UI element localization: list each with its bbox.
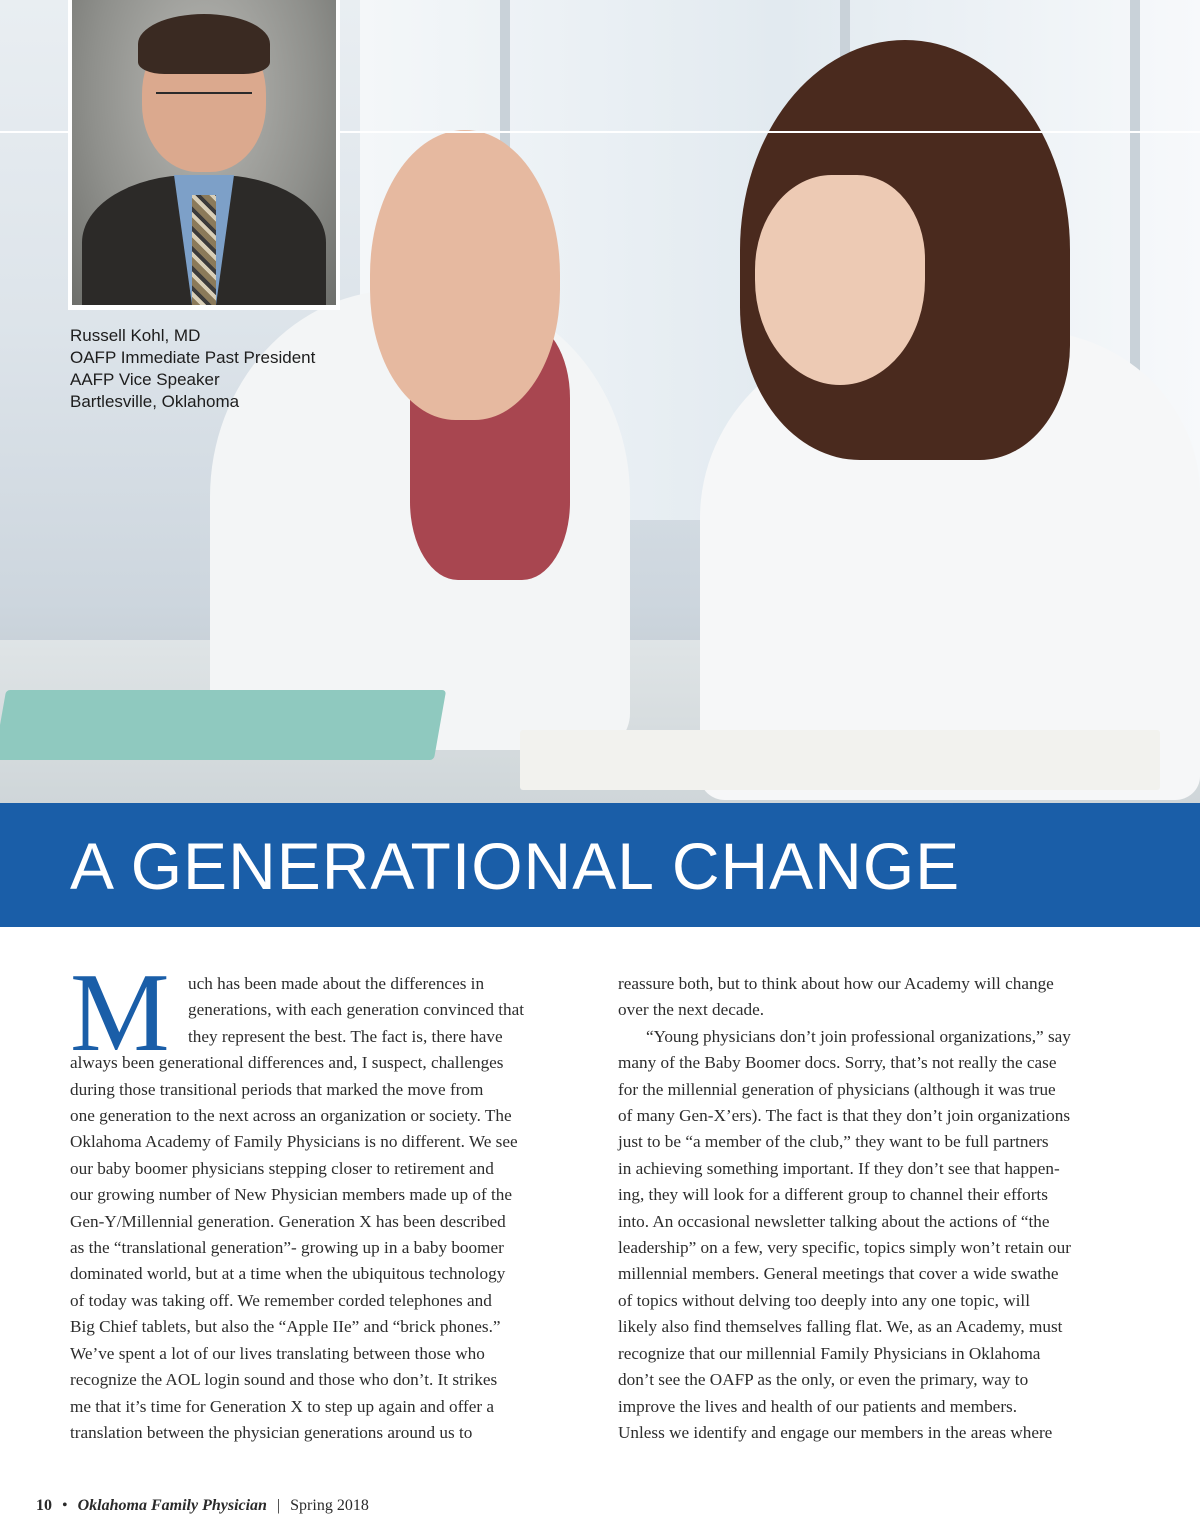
text-line: for the millennial generation of physicians (although it was true (618, 1079, 1056, 1099)
text-line: in achieving something important. If they don’t see that happen- (618, 1158, 1060, 1178)
text-line: generations, with each generation convinced that (188, 1000, 524, 1020)
author-role-oafp: OAFP Immediate Past President (70, 348, 316, 367)
text-line: of today was taking off. We remember corded telephones and (70, 1290, 492, 1310)
text-line: ing, they will look for a different group to channel their efforts (618, 1185, 1048, 1205)
drop-cap: M (70, 951, 170, 1075)
text-line: always been generational differences and, I suspect, challenges (70, 1053, 504, 1073)
text-line: reassure both, but to think about how our Academy will change (618, 974, 1054, 993)
author-role-aafp: AAFP Vice Speaker (70, 370, 220, 389)
author-portrait (68, 0, 340, 310)
text-line: dominated world, but at a time when the ubiquitous technology (70, 1264, 506, 1284)
text-line: We’ve spent a lot of our lives translating between those who (70, 1343, 485, 1363)
text-line: likely also find themselves falling flat. We, as an Academy, must (618, 1317, 1063, 1337)
body-column-right (618, 971, 1130, 1446)
text-line: “Young physicians don’t join professional organizations,” say (646, 1026, 1071, 1046)
text-line: of topics without delving too deeply into any one topic, will (618, 1290, 1030, 1310)
text-line: Oklahoma Academy of Family Physicians is no different. We see (70, 1132, 518, 1152)
doctor-man-head (370, 130, 560, 420)
page-number: 10 (36, 1497, 52, 1514)
text-line: recognize that our millennial Family Physicians in Oklahoma (618, 1343, 1041, 1363)
green-folder (0, 690, 446, 760)
glasses (156, 92, 252, 116)
text-line: translation between the physician generations around us to (70, 1422, 473, 1442)
author-caption (70, 325, 315, 413)
text-line: Gen-Y/Millennial generation. Generation X has been described (70, 1211, 506, 1231)
text-line: Big Chief tablets, but also the “Apple IIe” and “brick phones.” (70, 1317, 501, 1337)
footer-bullet: • (62, 1497, 68, 1514)
text-line: our baby boomer physicians stepping closer to retirement and (70, 1158, 494, 1178)
text-line: just to be “a member of the club,” they want to be full partners (618, 1132, 1049, 1152)
author-photo (72, 0, 336, 305)
text-line: leadership” on a few, very specific, topics simply won’t retain our (618, 1238, 1071, 1258)
body-column-left (70, 971, 582, 1446)
article-title: A GENERATIONAL CHANGE (70, 829, 961, 903)
text-line: of many Gen-X’ers). The fact is that they don’t join organizations (618, 1106, 1071, 1126)
text-line: during those transitional periods that marked the move from (70, 1079, 484, 1099)
publication-name: Oklahoma Family Physician (77, 1497, 267, 1514)
author-name: Russell Kohl, MD (70, 326, 201, 345)
text-line: me that it’s time for Generation X to step up again and offer a (70, 1396, 494, 1416)
text-line: many of the Baby Boomer docs. Sorry, that’s not really the case (618, 1053, 1057, 1073)
text-line: they represent the best. The fact is, there have (188, 1026, 503, 1046)
text-line: Unless we identify and engage our members in the areas where (618, 1422, 1053, 1442)
papers (520, 730, 1160, 790)
text-line: uch has been made about the differences in (188, 974, 485, 993)
doctor-woman-face (755, 175, 925, 385)
text-line: millennial members. General meetings that cover a wide swathe (618, 1264, 1059, 1284)
text-line: recognize the AOL login sound and those who don’t. It strikes (70, 1370, 498, 1390)
author-location: Bartlesville, Oklahoma (70, 392, 240, 411)
text-line: into. An occasional newsletter talking about the actions of “the (618, 1211, 1050, 1231)
issue-date: Spring 2018 (290, 1497, 369, 1514)
text-line: one generation to the next across an organization or society. The (70, 1106, 512, 1126)
text-line: improve the lives and health of our patients and members. (618, 1396, 1018, 1416)
text-line: don’t see the OAFP as the only, or even the primary, way to (618, 1370, 1029, 1390)
text-line: over the next decade. (618, 1000, 765, 1020)
text-line: as the “translational generation”- growing up in a baby boomer (70, 1238, 504, 1258)
page-footer (36, 1497, 369, 1515)
footer-separator: | (276, 1497, 281, 1514)
text-line: our growing number of New Physician members made up of the (70, 1185, 512, 1205)
